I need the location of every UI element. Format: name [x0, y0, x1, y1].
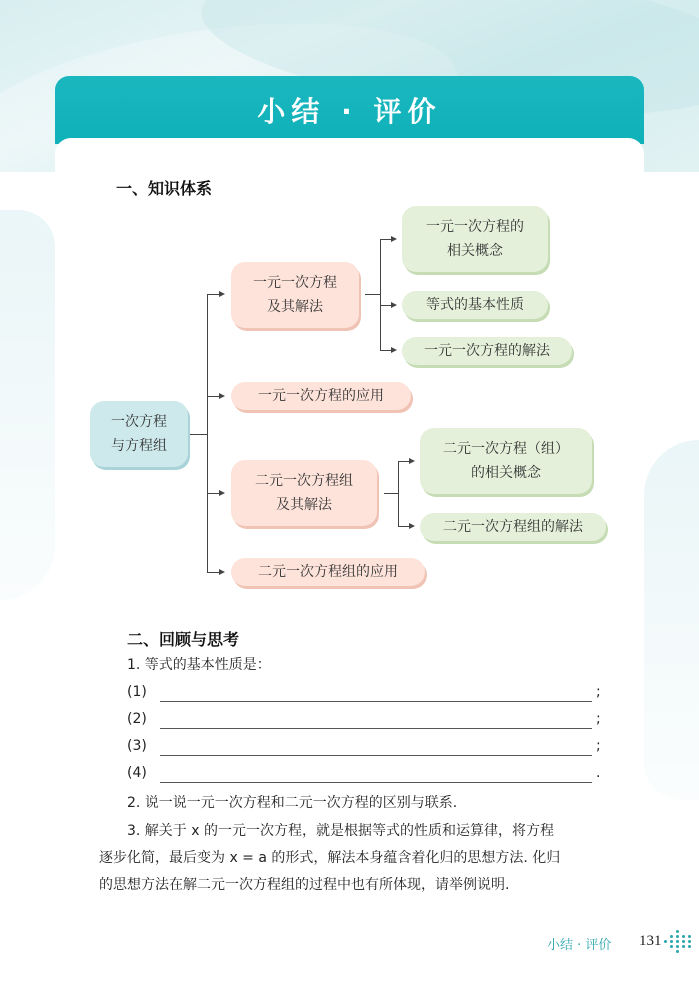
mindmap-node-linear-equation [231, 262, 359, 328]
blank-label: (4) [127, 765, 147, 781]
question-2: 2. 说一说一元一次方程和二元一次方程的区别与联系. [127, 795, 458, 811]
node-text: 一元一次方程的解法 [424, 343, 550, 359]
mindmap-node-linear-concepts [402, 206, 548, 272]
side-decoration-right [644, 440, 699, 800]
answer-blank-3[interactable] [127, 738, 607, 760]
blank-end: . [596, 765, 601, 781]
page-title: 小结 · 评价 [257, 95, 442, 128]
node-text: 二元一次方程组 [255, 473, 353, 489]
arrow-icon [219, 569, 225, 575]
blank-line [160, 755, 592, 756]
node-text: 二元一次方程（组） [443, 441, 569, 457]
arrow-icon [409, 458, 415, 464]
connector-line [365, 294, 381, 295]
arrow-icon [391, 302, 397, 308]
node-text: 一次方程 [111, 414, 167, 430]
blank-line [160, 728, 592, 729]
node-text: 的相关概念 [471, 465, 541, 481]
connector-line [207, 294, 208, 572]
footer-section-label: 小结 · 评价 [547, 938, 612, 953]
blank-line [160, 701, 592, 702]
node-text: 二元一次方程组的应用 [258, 564, 398, 580]
mindmap-node-system-concepts [420, 428, 592, 494]
arrow-icon [219, 291, 225, 297]
answer-blank-1[interactable] [127, 684, 607, 706]
side-decoration-left [0, 210, 55, 600]
dot-pattern-icon [664, 930, 696, 956]
arrow-icon [219, 393, 225, 399]
question-3-line-1: 3. 解关于 x 的一元一次方程，就是根据等式的性质和运算律，将方程 [127, 823, 554, 839]
blank-label: (1) [127, 684, 147, 700]
section-heading-review: 二、回顾与思考 [127, 630, 240, 649]
arrow-icon [391, 236, 397, 242]
node-text: 相关概念 [447, 243, 503, 259]
node-text: 等式的基本性质 [426, 297, 524, 313]
title-banner [55, 76, 644, 144]
answer-blank-2[interactable] [127, 711, 607, 733]
question-3-line-2: 逐步化简，最后变为 x = a 的形式，解法本身蕴含着化归的思想方法. 化归 [99, 850, 561, 866]
node-text: 一元一次方程的 [426, 219, 524, 235]
blank-end: ; [596, 738, 601, 754]
mindmap-node-system-application [231, 558, 425, 586]
blank-end: ; [596, 711, 601, 727]
node-text: 一元一次方程的应用 [258, 388, 384, 404]
connector-line [380, 239, 381, 350]
blank-label: (2) [127, 711, 147, 727]
node-text: 一元一次方程 [253, 275, 337, 291]
mindmap-node-equality-properties [402, 291, 548, 319]
blank-label: (3) [127, 738, 147, 754]
arrow-icon [391, 347, 397, 353]
arrow-icon [409, 523, 415, 529]
node-text: 二元一次方程组的解法 [443, 519, 583, 535]
node-text: 及其解法 [276, 497, 332, 513]
mindmap-node-linear-solution [402, 337, 572, 365]
arrow-icon [219, 490, 225, 496]
page-number: 131 [639, 933, 662, 949]
answer-blank-4[interactable] [127, 765, 607, 787]
question-3-line-3: 的思想方法在解二元一次方程组的过程中也有所体现，请举例说明. [99, 877, 510, 893]
connector-line [384, 493, 399, 494]
section-heading-knowledge-system: 一、知识体系 [116, 179, 213, 198]
blank-line [160, 782, 592, 783]
blank-end: ; [596, 684, 601, 700]
connector-line [190, 434, 208, 435]
node-text: 与方程组 [111, 438, 167, 454]
mindmap-node-linear-application [231, 382, 411, 410]
mindmap-node-system-equation [231, 460, 377, 526]
question-1: 1. 等式的基本性质是： [127, 657, 271, 673]
mindmap-node-system-solution [420, 513, 606, 541]
connector-line [398, 461, 399, 526]
mindmap-root-node [90, 401, 188, 467]
node-text: 及其解法 [267, 299, 323, 315]
